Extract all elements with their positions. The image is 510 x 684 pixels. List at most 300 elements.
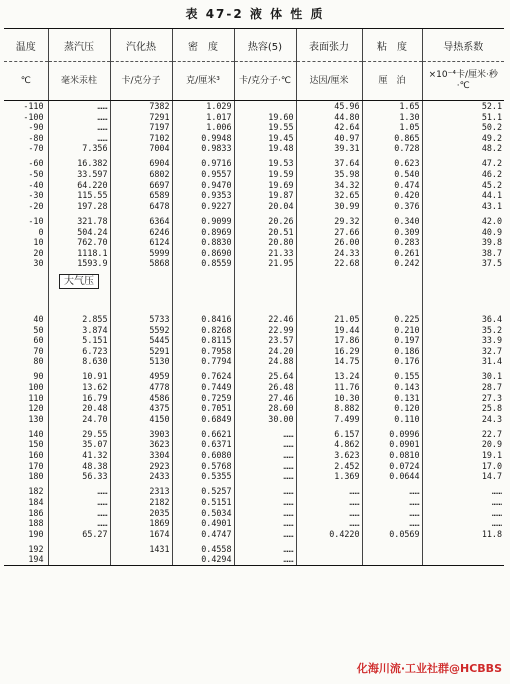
unit-cell: 克/厘米³ [172, 62, 234, 101]
table-cell: …… [422, 486, 504, 497]
table-row [4, 439, 504, 450]
table-cell: 1.006 [172, 122, 234, 133]
table-cell: 5999 [110, 248, 172, 259]
table-cell: 1674 [110, 529, 172, 540]
table-cell: 0.8559 [172, 258, 234, 269]
temperature-cell: 10 [33, 237, 44, 248]
table-cell: …… [422, 497, 504, 508]
table-cell [296, 554, 362, 565]
unit-cell: 厘 泊 [362, 62, 422, 101]
table-cell: 0.8416 [172, 314, 234, 325]
table-cell: 0.9557 [172, 169, 234, 180]
table-cell: 0.0810 [362, 450, 422, 461]
table-cell: 17.0 [422, 461, 504, 472]
table-cell: 7197 [110, 122, 172, 133]
unit-cell: 达因/厘米 [296, 62, 362, 101]
table-cell: 19.48 [234, 143, 296, 154]
table-cell: 0.9099 [172, 216, 234, 227]
header-cell: 热容(5) [234, 29, 296, 62]
table-cell: 20.26 [234, 216, 296, 227]
table-cell: 21.33 [234, 248, 296, 259]
table-cell: 0.4901 [172, 518, 234, 529]
table-cell: 37.64 [296, 158, 362, 169]
table-cell: 3304 [110, 450, 172, 461]
temperature-cell: 192 [28, 543, 44, 554]
table-cell: 40.9 [422, 227, 504, 238]
table-cell: 26.48 [234, 382, 296, 393]
table-cell: 44.1 [422, 190, 504, 201]
table-cell: 0.261 [362, 248, 422, 259]
table-cell [48, 544, 110, 555]
table-cell: 0.4558 [172, 544, 234, 555]
unit-cell: ×10⁻⁴卡/厘米·秒·℃ [422, 62, 504, 101]
temperature-cell: 150 [28, 439, 44, 450]
table-cell: 1.30 [362, 112, 422, 123]
table-row [4, 414, 504, 425]
table-row [4, 471, 504, 482]
table-row [4, 335, 504, 346]
table-row [4, 371, 504, 382]
table-row [4, 497, 504, 508]
temperature-cell: -50 [28, 169, 44, 180]
table-cell: 3.623 [296, 450, 362, 461]
table-cell: 3.874 [48, 325, 110, 336]
unit-cell: 卡/克分子·℃ [234, 62, 296, 101]
table-cell: 39.8 [422, 237, 504, 248]
spacer-cell [234, 273, 296, 289]
table-cell: 7.499 [296, 414, 362, 425]
table-cell: 19.53 [234, 158, 296, 169]
table-cell: 34.32 [296, 180, 362, 191]
temperature-cell: -80 [28, 132, 44, 143]
table-cell: 0.9833 [172, 143, 234, 154]
temperature-cell: 190 [28, 528, 44, 539]
table-cell: 4586 [110, 393, 172, 404]
table-cell: 52.1 [422, 101, 504, 112]
table-cell: …… [296, 486, 362, 497]
table-cell: 0.4747 [172, 529, 234, 540]
table-cell: 2035 [110, 508, 172, 519]
spacer-cell [110, 273, 172, 289]
table-title: 表 47-2 液 体 性 质 [185, 7, 325, 21]
table-cell: 21.95 [234, 258, 296, 269]
table-cell: 22.46 [234, 314, 296, 325]
table-cell: 35.07 [48, 439, 110, 450]
table-cell: 8.882 [296, 403, 362, 414]
table-cell: 6478 [110, 201, 172, 212]
table-cell: 0.9716 [172, 158, 234, 169]
table-row [4, 356, 504, 367]
table-row [4, 461, 504, 472]
spacer-cell [296, 289, 362, 309]
table-cell: 0.8969 [172, 227, 234, 238]
table-cell: 6802 [110, 169, 172, 180]
table-row [4, 201, 504, 212]
spacer-cell [48, 273, 110, 289]
table-cell: 5130 [110, 356, 172, 367]
table-cell: …… [48, 112, 110, 123]
table-row [4, 258, 504, 269]
table-cell: 0.176 [362, 356, 422, 367]
spacer-row [4, 289, 504, 309]
table-cell: 6904 [110, 158, 172, 169]
table-cell: 0.186 [362, 346, 422, 357]
table-cell: 0.0569 [362, 529, 422, 540]
table-cell: 5592 [110, 325, 172, 336]
table-cell: …… [362, 486, 422, 497]
table-cell: 0.131 [362, 393, 422, 404]
table-cell: 22.7 [422, 429, 504, 440]
table-cell: 0.7051 [172, 403, 234, 414]
table-cell: 22.68 [296, 258, 362, 269]
table-row [4, 325, 504, 336]
units-row [4, 62, 504, 101]
table-cell [296, 544, 362, 555]
table-cell: 0.210 [362, 325, 422, 336]
header-row [4, 29, 504, 62]
table-cell: 11.8 [422, 529, 504, 540]
table-cell: 6589 [110, 190, 172, 201]
table-cell: 38.7 [422, 248, 504, 259]
table-cell: …… [48, 122, 110, 133]
table-cell: 0.728 [362, 143, 422, 154]
table-cell: 3623 [110, 439, 172, 450]
table-cell: 19.1 [422, 450, 504, 461]
table-row [4, 393, 504, 404]
table-row [4, 112, 504, 123]
table-cell: 47.2 [422, 158, 504, 169]
table-cell: 0.540 [362, 169, 422, 180]
table-cell: 20.80 [234, 237, 296, 248]
table-cell: 2923 [110, 461, 172, 472]
spacer-cell [362, 273, 422, 289]
table-cell: 41.32 [48, 450, 110, 461]
table-cell [362, 554, 422, 565]
table-cell: 42.0 [422, 216, 504, 227]
table-cell: …… [234, 461, 296, 472]
table-row [4, 190, 504, 201]
table-cell: 25.8 [422, 403, 504, 414]
table-cell: 1.029 [172, 101, 234, 112]
table-cell: 4375 [110, 403, 172, 414]
table-cell: 0.0901 [362, 439, 422, 450]
temperature-cell: 186 [28, 507, 44, 518]
table-cell: 13.62 [48, 382, 110, 393]
table-cell: …… [234, 429, 296, 440]
table-cell: 0.9948 [172, 133, 234, 144]
table-cell: 0.242 [362, 258, 422, 269]
temperature-cell: -30 [28, 190, 44, 201]
table-cell: 3903 [110, 429, 172, 440]
table-cell: …… [234, 518, 296, 529]
table-cell: 1869 [110, 518, 172, 529]
table-cell: 30.00 [234, 414, 296, 425]
table-cell: …… [422, 518, 504, 529]
table-cell: 31.4 [422, 356, 504, 367]
table-cell: 0.143 [362, 382, 422, 393]
table-cell: 20.9 [422, 439, 504, 450]
table-cell [234, 101, 296, 112]
table-cell: 28.7 [422, 382, 504, 393]
table-cell: 43.1 [422, 201, 504, 212]
table-cell: 6124 [110, 237, 172, 248]
table-cell: 27.66 [296, 227, 362, 238]
table-cell: 1.05 [362, 122, 422, 133]
table-cell: 7004 [110, 143, 172, 154]
table-cell: 5733 [110, 314, 172, 325]
table-cell: 115.55 [48, 190, 110, 201]
table-row [4, 248, 504, 259]
table-cell: 35.2 [422, 325, 504, 336]
table-cell: 45.2 [422, 180, 504, 191]
table-cell: 0.8690 [172, 248, 234, 259]
table-row [4, 518, 504, 529]
table-cell: 24.33 [296, 248, 362, 259]
table-cell: 0.7624 [172, 371, 234, 382]
table-row [4, 544, 504, 555]
table-cell: …… [234, 471, 296, 482]
table-cell: 504.24 [48, 227, 110, 238]
table-cell: …… [234, 554, 296, 565]
spacer-cell [172, 289, 234, 309]
table-cell: 1.369 [296, 471, 362, 482]
table-cell: 1431 [110, 544, 172, 555]
table-cell: 5.151 [48, 335, 110, 346]
table-cell: 5868 [110, 258, 172, 269]
table-cell: …… [362, 508, 422, 519]
table-cell: 2.855 [48, 314, 110, 325]
table-cell: 23.57 [234, 335, 296, 346]
header-cell: 粘 度 [362, 29, 422, 62]
table-cell: 10.30 [296, 393, 362, 404]
table-cell: …… [48, 497, 110, 508]
table-row [4, 554, 504, 565]
spacer-cell [172, 273, 234, 289]
table-cell: 1593.9 [48, 258, 110, 269]
temperature-cell: -90 [28, 122, 44, 133]
table-row [4, 133, 504, 144]
table-row [4, 169, 504, 180]
table-row [4, 314, 504, 325]
temperature-cell: 90 [33, 371, 44, 382]
table-cell: 0.5151 [172, 497, 234, 508]
table-cell: 0.8268 [172, 325, 234, 336]
table-cell: 16.382 [48, 158, 110, 169]
table-row [4, 237, 504, 248]
table-cell: 0.9353 [172, 190, 234, 201]
table-cell: 0.197 [362, 335, 422, 346]
table-cell: 7102 [110, 133, 172, 144]
table-cell: 24.20 [234, 346, 296, 357]
table-cell: 27.46 [234, 393, 296, 404]
table-cell: 19.87 [234, 190, 296, 201]
table-cell: 0.6621 [172, 429, 234, 440]
table-cell: 36.4 [422, 314, 504, 325]
temperature-cell: 80 [33, 356, 44, 367]
spacer-cell [110, 289, 172, 309]
temperature-cell: -70 [28, 143, 44, 154]
table-cell: 19.44 [296, 325, 362, 336]
table-cell: 7382 [110, 101, 172, 112]
table-cell: 0.5257 [172, 486, 234, 497]
table-cell: 7.356 [48, 143, 110, 154]
temperature-cell: 194 [4, 554, 48, 565]
table-cell: 32.65 [296, 190, 362, 201]
table-cell: 19.55 [234, 122, 296, 133]
table-cell: 0.155 [362, 371, 422, 382]
table-cell: 4959 [110, 371, 172, 382]
table-cell: 19.69 [234, 180, 296, 191]
table-cell: 197.28 [48, 201, 110, 212]
table-cell: 0.5355 [172, 471, 234, 482]
temperature-cell: 30 [33, 258, 44, 269]
table-cell [48, 554, 110, 565]
temperature-cell: 100 [28, 381, 44, 392]
table-cell: 7291 [110, 112, 172, 123]
table-cell [362, 544, 422, 555]
table-cell: 0.474 [362, 180, 422, 191]
temperature-cell: -10 [28, 215, 44, 226]
table-row [4, 346, 504, 357]
table-cell: 24.88 [234, 356, 296, 367]
table-cell: 28.60 [234, 403, 296, 414]
table-cell: 0.0644 [362, 471, 422, 482]
table-cell: 0.4220 [296, 529, 362, 540]
table-cell: 26.00 [296, 237, 362, 248]
temperature-cell: 188 [28, 518, 44, 529]
table-cell: 27.3 [422, 393, 504, 404]
table-cell [110, 554, 172, 565]
table-cell: …… [234, 486, 296, 497]
table-row [4, 403, 504, 414]
table-cell: 20.04 [234, 201, 296, 212]
temperature-cell: -20 [28, 200, 44, 211]
table-cell: 13.24 [296, 371, 362, 382]
table-cell: 24.70 [48, 414, 110, 425]
temperature-cell: 182 [28, 486, 44, 497]
table-row [4, 227, 504, 238]
table-cell: 762.70 [48, 237, 110, 248]
table-row [4, 122, 504, 133]
table-cell: 2313 [110, 486, 172, 497]
table-cell: 6.723 [48, 346, 110, 357]
table-cell: 0.0724 [362, 461, 422, 472]
table-cell: …… [48, 518, 110, 529]
table-cell: 16.79 [48, 393, 110, 404]
table-cell: …… [48, 101, 110, 112]
table-row [4, 143, 504, 154]
table-cell: 50.2 [422, 122, 504, 133]
header-cell: 蒸汽压 [48, 29, 110, 62]
table-cell: 0.7259 [172, 393, 234, 404]
table-cell: 4778 [110, 382, 172, 393]
table-cell: 5445 [110, 335, 172, 346]
temperature-cell: -40 [28, 179, 44, 190]
table-cell: 4150 [110, 414, 172, 425]
table-cell [422, 544, 504, 555]
table-cell: …… [234, 497, 296, 508]
table-cell: 20.51 [234, 227, 296, 238]
temperature-cell: 50 [33, 324, 44, 335]
spacer-cell [362, 289, 422, 309]
table-cell: …… [234, 508, 296, 519]
temperature-cell: 170 [28, 460, 44, 471]
spacer-cell [234, 289, 296, 309]
table-cell: 6.157 [296, 429, 362, 440]
table-cell: 0.0996 [362, 429, 422, 440]
table-cell: 64.220 [48, 180, 110, 191]
table-cell: 0.9470 [172, 180, 234, 191]
temperature-cell: 130 [28, 413, 44, 424]
pressure-unit-row [4, 273, 504, 289]
table-row [4, 508, 504, 519]
unit-cell: 毫米汞柱 [48, 62, 110, 101]
table-cell: 51.1 [422, 112, 504, 123]
table-row [4, 382, 504, 393]
table-cell: 0.283 [362, 237, 422, 248]
table-cell: …… [234, 450, 296, 461]
table-cell: 0.5768 [172, 461, 234, 472]
temperature-cell: 184 [28, 496, 44, 507]
temperature-cell: -100 [23, 111, 44, 122]
table-cell: 56.33 [48, 471, 110, 482]
table-cell: 19.59 [234, 169, 296, 180]
table-cell: 0.8115 [172, 335, 234, 346]
table-cell: 0.376 [362, 201, 422, 212]
table-cell: 0.9227 [172, 201, 234, 212]
table-cell: 2.452 [296, 461, 362, 472]
table-cell: 22.99 [234, 325, 296, 336]
table-cell: 48.2 [422, 143, 504, 154]
temperature-cell: 60 [33, 335, 44, 346]
table-cell: 2433 [110, 471, 172, 482]
table-cell: 1.017 [172, 112, 234, 123]
temperature-cell: -60 [28, 158, 44, 169]
table-cell: …… [234, 439, 296, 450]
table-cell: 0.7449 [172, 382, 234, 393]
table-cell: 29.32 [296, 216, 362, 227]
table-cell: 11.76 [296, 382, 362, 393]
header-cell: 温度 [4, 29, 48, 62]
table-cell: …… [362, 518, 422, 529]
table-cell: 46.2 [422, 169, 504, 180]
table-row [4, 486, 504, 497]
spacer-cell [4, 273, 48, 289]
table-cell: 17.86 [296, 335, 362, 346]
table-cell: 0.5034 [172, 508, 234, 519]
table-cell: …… [296, 508, 362, 519]
table-cell: 0.623 [362, 158, 422, 169]
pressure-unit-label: 大气压 [59, 274, 99, 289]
table-cell: 30.99 [296, 201, 362, 212]
table-cell: 19.60 [234, 112, 296, 123]
header-cell: 汽化热 [110, 29, 172, 62]
table-cell: 45.96 [296, 101, 362, 112]
table-cell: 21.05 [296, 314, 362, 325]
table-cell: 0.7958 [172, 346, 234, 357]
table-cell: 0.225 [362, 314, 422, 325]
table-cell: …… [234, 529, 296, 540]
table-cell: 49.2 [422, 133, 504, 144]
table-cell: 37.5 [422, 258, 504, 269]
table-cell: 0.420 [362, 190, 422, 201]
table-cell: 14.75 [296, 356, 362, 367]
table-cell: …… [362, 497, 422, 508]
table-row [4, 450, 504, 461]
table-cell: …… [234, 544, 296, 555]
liquid-properties-table [4, 28, 504, 566]
unit-cell: 卡/克分子 [110, 62, 172, 101]
